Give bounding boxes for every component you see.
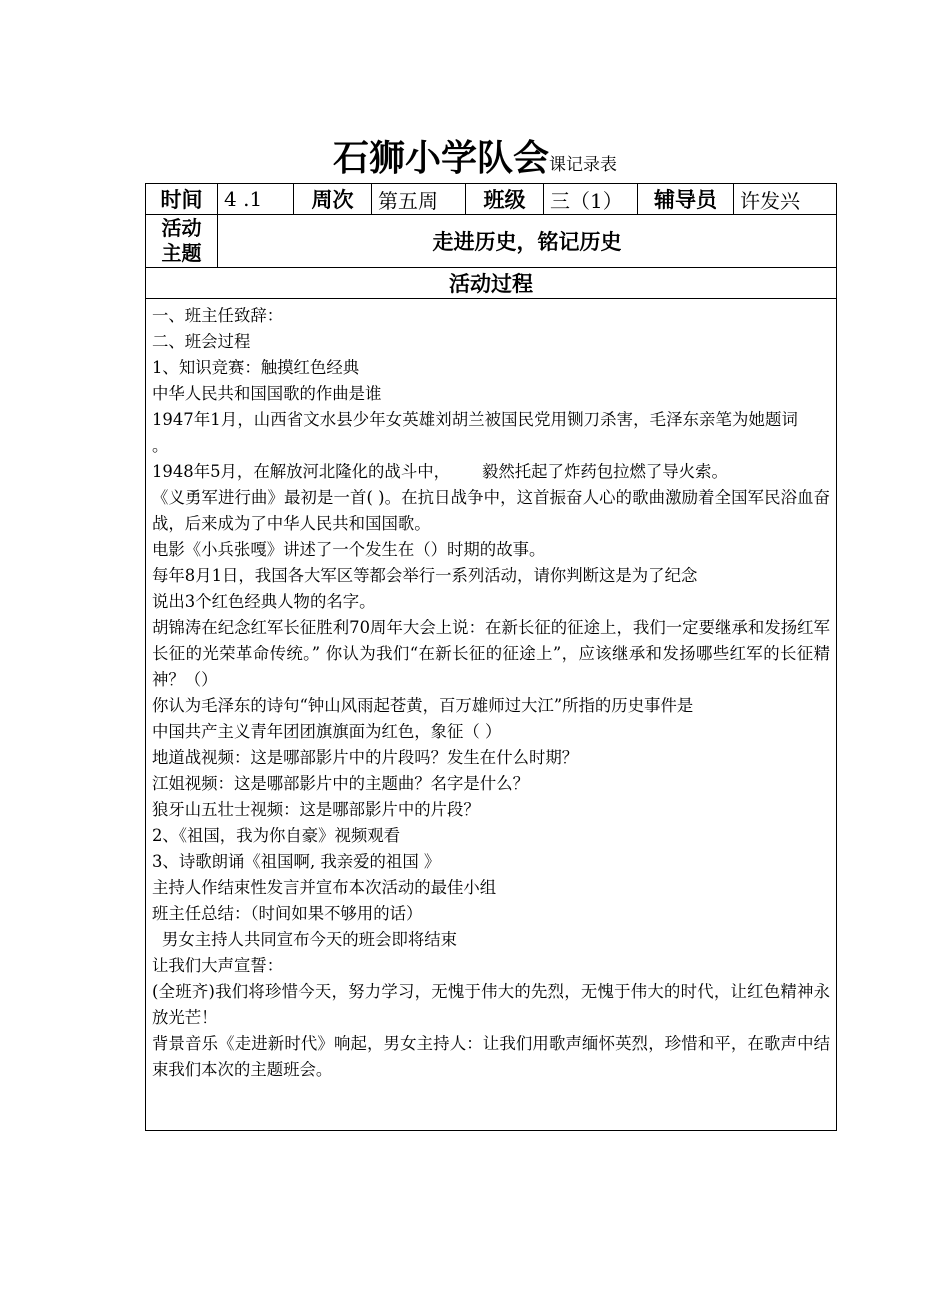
process-content [146,299,837,1131]
content-line: 1、知识竞赛：触摸红色经典 [152,358,360,377]
content-line: 狼牙山五壮士视频：这是哪部影片中的片段？ [152,800,480,819]
content-line: 胡锦涛在纪念红军长征胜利70周年大会上说：在新长征的征途上，我们一定要继承和发扬红军长征的光荣革命传统。” 你认为我们“在新长征的征途上”，应该继承和发扬哪些红军的长征精神？（） [152,618,830,689]
content-line: 中华人民共和国国歌的作曲是谁 [152,384,382,403]
content-text: 1948年5月，在解放河北隆化的战斗中， [152,462,450,481]
content-text: 毅然托起了炸药包拉燃了导火索。 [482,462,728,481]
content-line: 每年8月1日，我国各大军区等都会举行一系列活动，请你判断这是为了纪念 [152,566,698,585]
content-text: 。 [152,436,169,455]
header-row [146,184,837,215]
week-value: 第五周 [372,184,466,215]
content-line: 一、班主任致辞： [152,306,284,325]
content-line: (全班齐)我们将珍惜今天，努力学习，无愧于伟大的先烈，无愧于伟大的时代，让红色精神永放光芒！ [152,982,830,1027]
content-line [152,407,830,459]
theme-label [146,215,218,268]
content-line: 班主任总结：（时间如果不够用的话） [152,904,423,923]
process-title: 活动过程 [146,268,837,299]
content-line: 地道战视频：这是哪部影片中的片段吗？发生在什么时期？ [152,748,579,767]
content-line: 背景音乐《走进新时代》响起，男女主持人：让我们用歌声缅怀英烈，珍惜和平，在歌声中结束我们本次的主题班会。 [152,1034,830,1079]
content-line: 2、《祖国，我为你自豪》视频观看 [152,826,401,845]
content-line: 电影《小兵张嘎》讲述了一个发生在（）时期的故事。 [152,540,546,559]
time-value: 4 .1 [218,184,294,215]
content-line: 江姐视频：这是哪部影片中的主题曲？名字是什么？ [152,774,529,793]
content-line [152,459,830,485]
theme-row [146,215,837,268]
content-line: 男女主持人共同宣布今天的班会即将结束 [162,930,458,949]
content-line: 说出3个红色经典人物的名字。 [152,592,376,611]
class-label: 班级 [466,184,544,215]
advisor-label: 辅导员 [638,184,734,215]
content-text: 1947年1月，山西省文水县少年女英雄刘胡兰被国民党用铡刀杀害，毛泽东亲笔为她题词 [152,410,798,429]
content-line: 中国共产主义青年团团旗旗面为红色，象征（ ） [152,722,502,741]
title-main: 石狮小学队会 [332,138,549,179]
process-title-row [146,268,837,299]
content-line: 二、班会过程 [152,332,251,351]
content-line: 主持人作结束性发言并宣布本次活动的最佳小组 [152,878,497,897]
theme-label-line2: 主题 [161,241,202,265]
time-label: 时间 [146,184,218,215]
content-line: 《义勇军进行曲》最初是一首( )。在抗日战争中，这首振奋人心的歌曲激励着全国军民浴血奋战，后来成为了中华人民共和国国歌。 [152,488,830,533]
content-line: 让我们大声宣誓： [152,956,284,975]
title-suffix: 课记录表 [549,155,617,175]
advisor-value: 许发兴 [734,184,837,215]
document-title [0,130,950,181]
record-table [145,183,837,1131]
theme-label-line1: 活动 [161,216,202,240]
week-label: 周次 [294,184,372,215]
content-line: 3、诗歌朗诵《祖国啊, 我亲爱的祖国 》 [152,852,441,871]
class-value: 三（1） [544,184,638,215]
theme-value: 走进历史，铭记历史 [218,215,837,268]
content-line: 你认为毛泽东的诗句“钟山风雨起苍黄，百万雄师过大江”所指的历史事件是 [152,696,694,715]
process-content-row [146,299,837,1131]
